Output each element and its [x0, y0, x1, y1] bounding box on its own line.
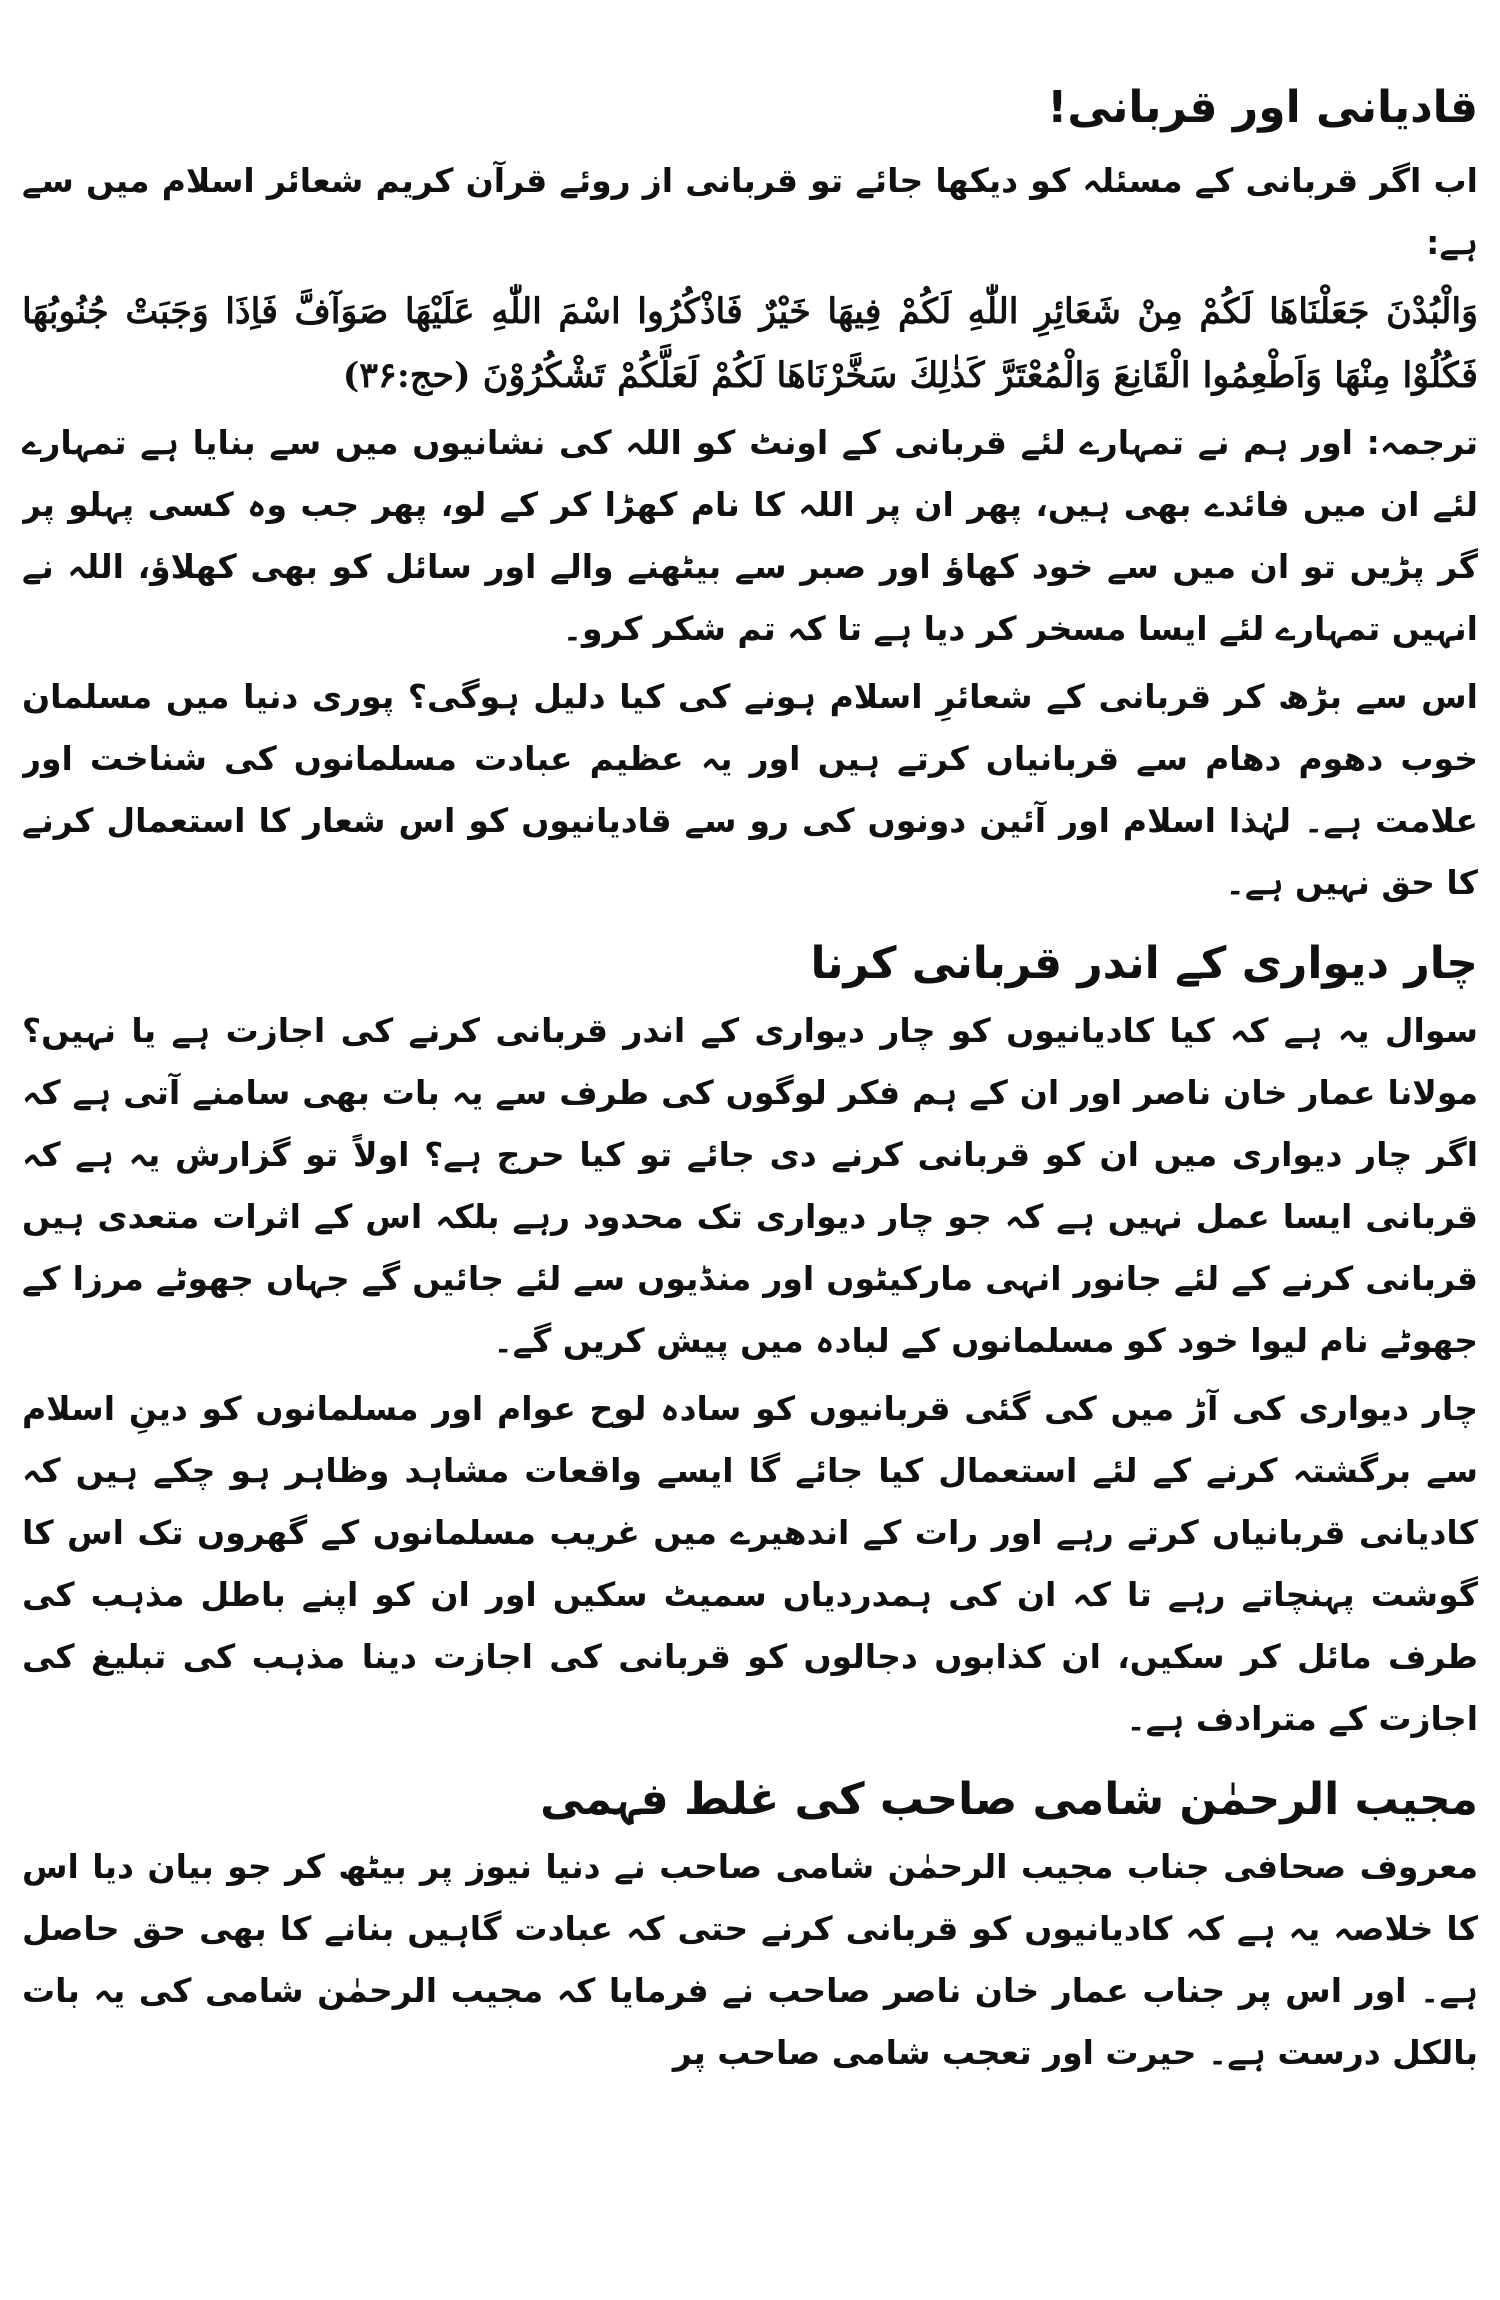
shami-paragraph: معروف صحافی جناب مجیب الرحمٰن شامی صاحب نے دنیا نیوز پر بیٹھ کر جو بیان دیا اس کا خلاصہ یہ ہے کہ کادیانیوں کو قربانی کرنے حتی کہ عبادت گاہیں بنانے کا بھی حق حاصل ہے۔ اور اس پر جناب عمار خان ناصر صاحب نے فرمایا کہ مجیب الرحمٰن شامی کی یہ بات بالکل درست ہے۔ حیرت اور تعجب شامی صاحب پر [22, 1847, 1478, 2072]
section-heading-qadiani-and-qurbani: قادیانی اور قربانی! [1047, 82, 1478, 133]
section-heading-shami-misunderstanding: مجیب الرحمٰن شامی صاحب کی غلط فہمی [540, 1774, 1478, 1825]
document-page [22, 72, 1478, 2282]
section-spacer [22, 920, 1478, 928]
quran-verse: وَالْبُدْنَ جَعَلْنَاهَا لَكُمْ مِنْ شَعَائِرِ اللّٰهِ لَكُمْ فِيهَا خَيْرٌ فَاذْكُرُوا اسْمَ اللّٰهِ عَلَيْهَا صَوَآفَّ فَاِذَا وَجَبَتْ جُنُوبُهَا فَكُلُوْا مِنْهَا وَاَطْعِمُوا الْقَانِعَ وَالْمُعْتَرَّ كَذٰلِكَ سَخَّرْنَاهَا لَكُمْ لَعَلَّكُمْ تَشْكُرُوْنَ (حج:۳۶) [22, 291, 1478, 396]
evidence-paragraph: اس سے بڑھ کر قربانی کے شعائرِ اسلام ہونے کی کیا دلیل ہوگی؟ پوری دنیا میں مسلمان خوب دھوم دھام سے قربانیاں کرتے ہیں اور یہ عظیم عبادت مسلمانوں کی شناخت اور علامت ہے۔ لہٰذا اسلام اور آئین دونوں کی رو سے قادیانیوں کو اس شعار کا استعمال کرنے کا حق نہیں ہے۔ [22, 677, 1478, 902]
four-walls-paragraph-1: سوال یہ ہے کہ کیا کادیانیوں کو چار دیواری کے اندر قربانی کرنے کی اجازت ہے یا نہیں؟ مولانا عمار خان ناصر اور ان کے ہم فکر لوگوں کی طرف سے یہ بات بھی سامنے آتی ہے کہ اگر چار دیواری میں ان کو قربانی کرنے دی جائے تو کیا حرج ہے؟ اولاً تو گزارش یہ ہے کہ قربانی ایسا عمل نہیں ہے کہ جو چار دیواری تک محدود رہے بلکہ اس کے اثرات متعدی ہیں قربانی کرنے کے لئے جانور انہی مارکیٹوں اور منڈیوں سے لئے جائیں گے جہاں جھوٹے مرزا کے جھوٹے نام لیوا خود کو مسلمانوں کے لبادہ میں پیش کریں گے۔ [22, 1011, 1478, 1360]
section-heading-within-four-walls: چار دیواری کے اندر قربانی کرنا [810, 938, 1478, 989]
four-walls-paragraph-2: چار دیواری کی آڑ میں کی گئی قربانیوں کو سادہ لوح عوام اور مسلمانوں کو دینِ اسلام سے برگشتہ کرنے کے لئے استعمال کیا جائے گا ایسے واقعات مشاہد وظاہر ہو چکے ہیں کہ کادیانی قربانیاں کرتے رہے اور رات کے اندھیرے میں غریب مسلمانوں کے گھروں تک اس کا گوشت پہنچاتے رہے تا کہ ان کی ہمدردیاں سمیٹ سکیں اور ان کو اپنے باطل مذہب کی طرف مائل کر سکیں، ان کذابوں دجالوں کو قربانی کی اجازت دینا مذہب کی تبلیغ کی اجازت کے مترادف ہے۔ [22, 1389, 1478, 1738]
translation-paragraph: ترجمہ: اور ہم نے تمہارے لئے قربانی کے اونٹ کو اللہ کی نشانیوں میں سے بنایا ہے تمہارے لئے ان میں فائدے بھی ہیں، پھر ان پر اللہ کا نام کھڑا کر کے لو، پھر جب وہ کسی پہلو پر گر پڑیں تو ان میں سے خود کھاؤ اور صبر سے بیٹھنے والے اور سائل کو بھی کھلاؤ، اللہ نے انہیں تمہارے لئے ایسا مسخر کر دیا ہے تا کہ تم شکر کرو۔ [22, 423, 1478, 648]
intro-paragraph: اب اگر قربانی کے مسئلہ کو دیکھا جائے تو قربانی از روئے قرآن کریم شعائر اسلام میں سے ہے: [22, 161, 1478, 262]
section-spacer [22, 1756, 1478, 1764]
